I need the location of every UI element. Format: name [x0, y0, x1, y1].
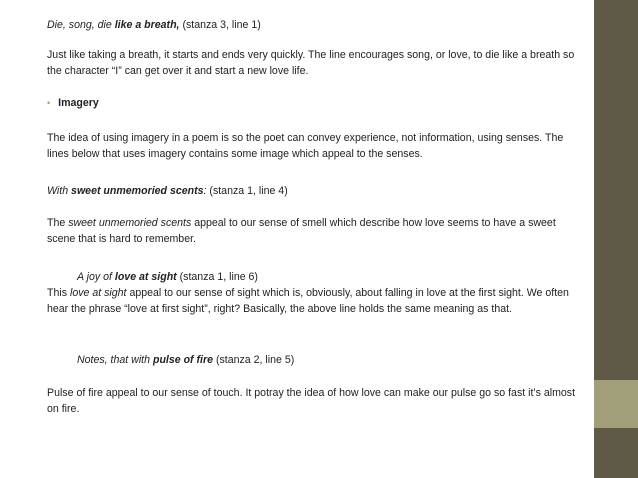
text-segment: sweet unmemoried scents [68, 217, 192, 229]
text-segment: This [47, 287, 70, 299]
text-segment: (stanza 3, line 1) [179, 19, 261, 31]
paragraph-line-1 [47, 18, 577, 34]
paragraph-explanation-3 [47, 216, 577, 247]
text-segment: pulse of fire [152, 354, 214, 366]
decorative-sidebar [594, 0, 638, 478]
text-segment: Die, song, die [47, 19, 115, 31]
text-segment: Pulse of fire appeal to our sense of touch. It potray the idea of how love can make our pulse go so fast it’s almost on fire. [47, 387, 576, 415]
text-segment: love at sight [114, 271, 177, 283]
paragraph-explanation-1 [47, 48, 577, 79]
paragraph-line-3 [47, 270, 607, 286]
text-segment: like a breath, [114, 19, 180, 31]
text-segment: (stanza 1, line 6) [176, 271, 258, 283]
text-segment: A joy of [77, 271, 115, 283]
paragraph-line-2 [47, 184, 577, 200]
text-segment: Notes, that with [77, 354, 153, 366]
text-segment: The [47, 217, 69, 229]
text-segment: : [203, 185, 207, 197]
text-segment: (stanza 2, line 5) [213, 354, 295, 366]
sidebar-olive-band [594, 380, 638, 428]
paragraph-explanation-5 [47, 386, 577, 417]
text-segment: The idea of using imagery in a poem is so the poet can convey experience, not information, using senses. The lines below that uses imagery contains some image which appeal to the senses. [47, 132, 564, 160]
paragraph-line-4 [47, 353, 607, 369]
text-segment: Just like taking a breath, it starts and ends very quickly. The line encourages song, or love, to die like a breath so the character “I” can get over it and start a new love life. [47, 49, 575, 77]
text-segment: sweet unmemoried scents [71, 185, 204, 197]
paragraph-imagery-heading [47, 96, 577, 112]
text-segment: appeal to our sense of smell which describe how love seems to have a sweet scene that is hard to remember. [47, 217, 556, 245]
text-segment: With [47, 185, 72, 197]
bullet-icon: • [47, 98, 51, 108]
text-segment: (stanza 1, line 4) [206, 185, 288, 197]
text-segment: Imagery [58, 97, 99, 109]
text-segment: love at sight [69, 287, 127, 299]
sidebar-dark-band-bottom [594, 428, 638, 478]
paragraph-explanation-2 [47, 131, 577, 162]
paragraph-explanation-4 [47, 286, 577, 317]
sidebar-dark-band [594, 0, 638, 380]
text-segment: appeal to our sense of sight which is, obviously, about falling in love at the first sight. We often hear the phrase “love at first sight”, right? Basically, the above line holds the same meaning as that. [47, 287, 569, 315]
